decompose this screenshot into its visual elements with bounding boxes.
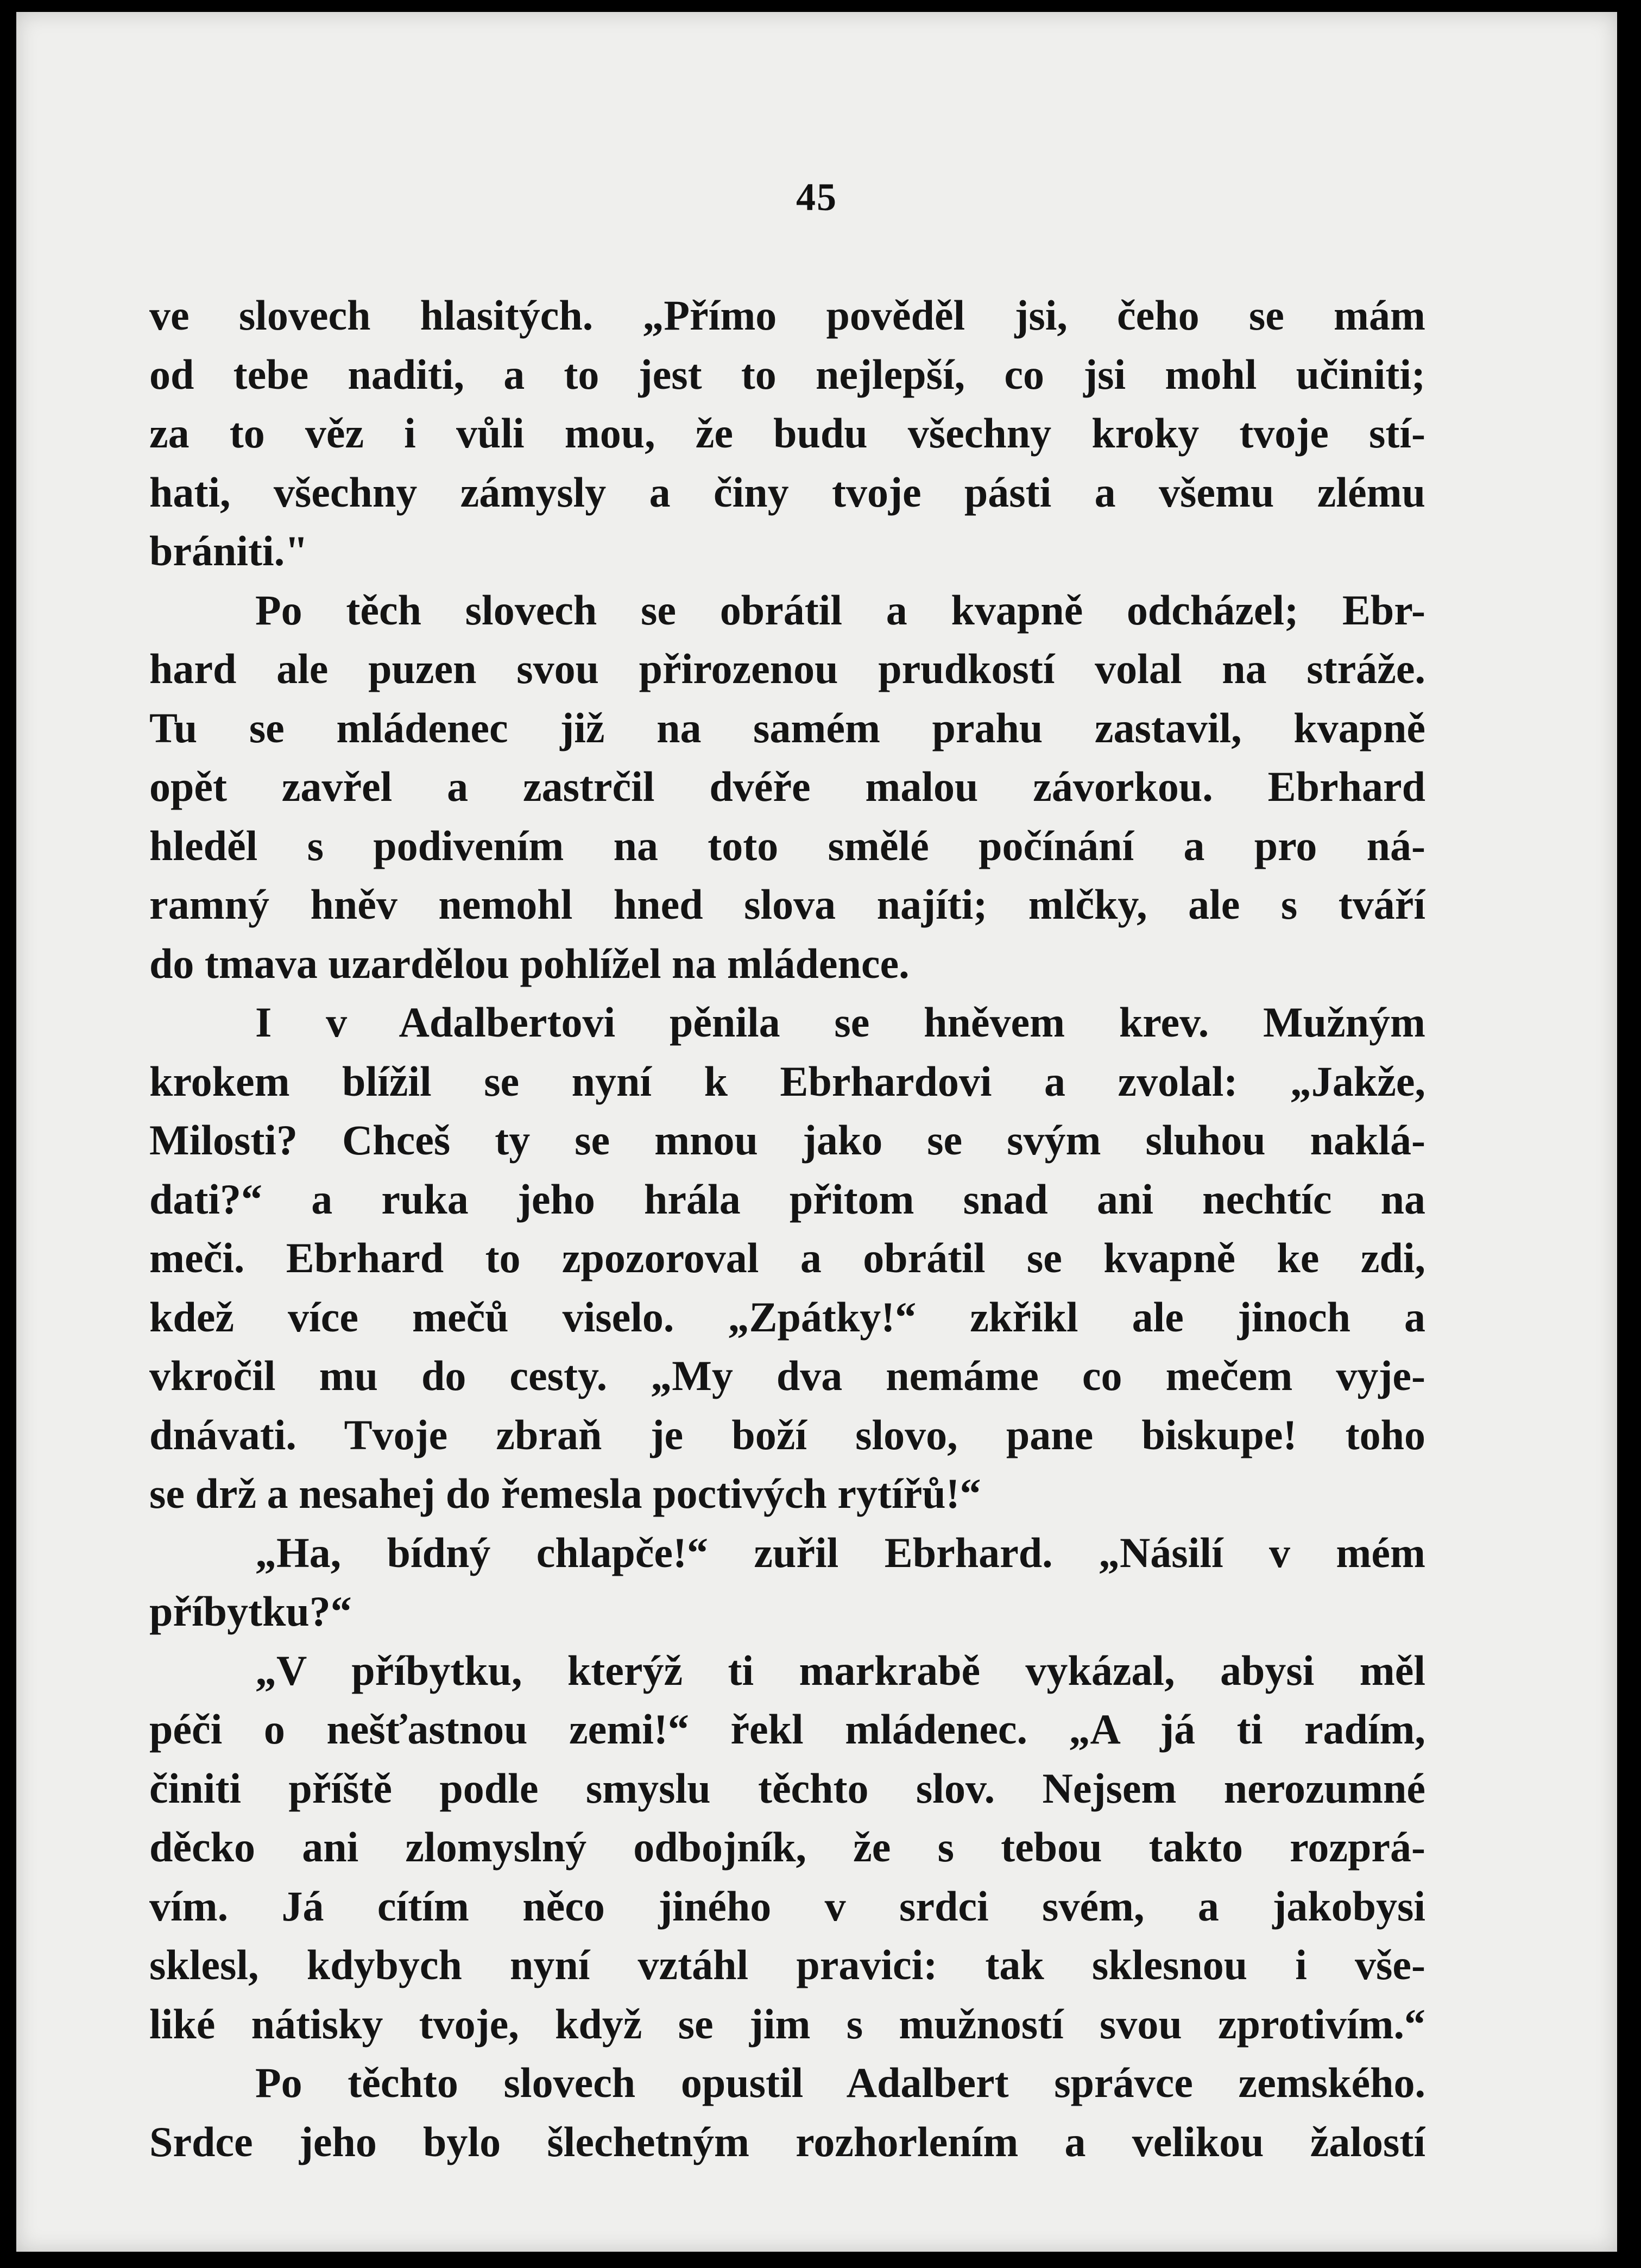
text-line: meči. Ebrhard to zpozoroval a obrátil se kvapně ke zdi, — [149, 1234, 1425, 1281]
text-line: „V příbytku, kterýž ti markrabě vykázal, abysi měl — [255, 1646, 1425, 1694]
text-line: Srdce jeho bylo šlechetným rozhorlením a velikou žalostí — [149, 2118, 1425, 2165]
text-line: děcko ani zlomyslný odbojník, že s tebou takto rozprá- — [149, 1823, 1425, 1871]
text-line: Milosti? Chceš ty se mnou jako se svým sluhou naklá- — [149, 1116, 1425, 1164]
text-line: Po těch slovech se obrátil a kvapně odcházel; Ebr- — [255, 586, 1425, 634]
text-line: liké nátisky tvoje, když se jim s mužností svou zprotivím.“ — [149, 2000, 1425, 2048]
text-line: dati?“ a ruka jeho hrála přitom snad ani nechtíc na — [149, 1175, 1425, 1223]
text-line: „Ha, bídný chlapče!“ zuřil Ebrhard. „Násilí v mém — [255, 1528, 1425, 1576]
text-line: Po těchto slovech opustil Adalbert správce zemského. — [255, 2059, 1425, 2106]
text-line: vkročil mu do cesty. „My dva nemáme co mečem vyje- — [149, 1352, 1425, 1399]
text-line: kdež více mečů viselo. „Zpátky!“ zkřikl ale jinoch a — [149, 1293, 1425, 1341]
text-line: příbytku?“ — [149, 1588, 352, 1635]
text-line: dnávati. Tvoje zbraň je boží slovo, pane biskupe! toho — [149, 1411, 1425, 1458]
page-number: 45 — [796, 175, 837, 219]
text-line: činiti příště podle smyslu těchto slov. Nejsem nerozumné — [149, 1764, 1425, 1812]
text-line: od tebe naditi, a to jest to nejlepší, co jsi mohl učiniti; — [149, 350, 1425, 398]
text-line: hati, všechny zámysly a činy tvoje pásti a všemu zlému — [149, 468, 1425, 516]
text-line: opět zavřel a zastrčil dvéře malou závorkou. Ebrhard — [149, 763, 1425, 810]
text-line: ramný hněv nemohl hned slova najíti; mlčky, ale s tváří — [149, 881, 1425, 928]
text-line: I v Adalbertovi pěnila se hněvem krev. Mužným — [255, 999, 1425, 1046]
text-line: vím. Já cítím něco jiného v srdci svém, a jakobysi — [149, 1882, 1425, 1930]
body-text — [149, 286, 1425, 2171]
book-page — [16, 12, 1617, 2252]
text-line: za to věz i vůli mou, že budu všechny kroky tvoje stí- — [149, 409, 1425, 457]
text-line: hleděl s podivením na toto smělé počínání a pro ná- — [149, 822, 1425, 869]
text-line: brániti." — [149, 527, 308, 574]
text-line: krokem blížil se nyní k Ebrhardovi a zvolal: „Jakže, — [149, 1057, 1425, 1105]
text-line: do tmava uzardělou pohlížel na mládence. — [149, 939, 910, 987]
text-line: hard ale puzen svou přirozenou prudkostí volal na stráže. — [149, 645, 1425, 692]
text-line: Tu se mládenec již na samém prahu zastavil, kvapně — [149, 704, 1425, 751]
text-line: se drž a nesahej do řemesla poctivých rytířů!“ — [149, 1470, 981, 1517]
text-line: péči o nešťastnou zemi!“ řekl mládenec. „A já ti radím, — [149, 1705, 1425, 1753]
text-line: ve slovech hlasitých. „Přímo pověděl jsi, čeho se mám — [149, 292, 1425, 339]
text-line: sklesl, kdybych nyní vztáhl pravici: tak sklesnou i vše- — [149, 1941, 1425, 1988]
